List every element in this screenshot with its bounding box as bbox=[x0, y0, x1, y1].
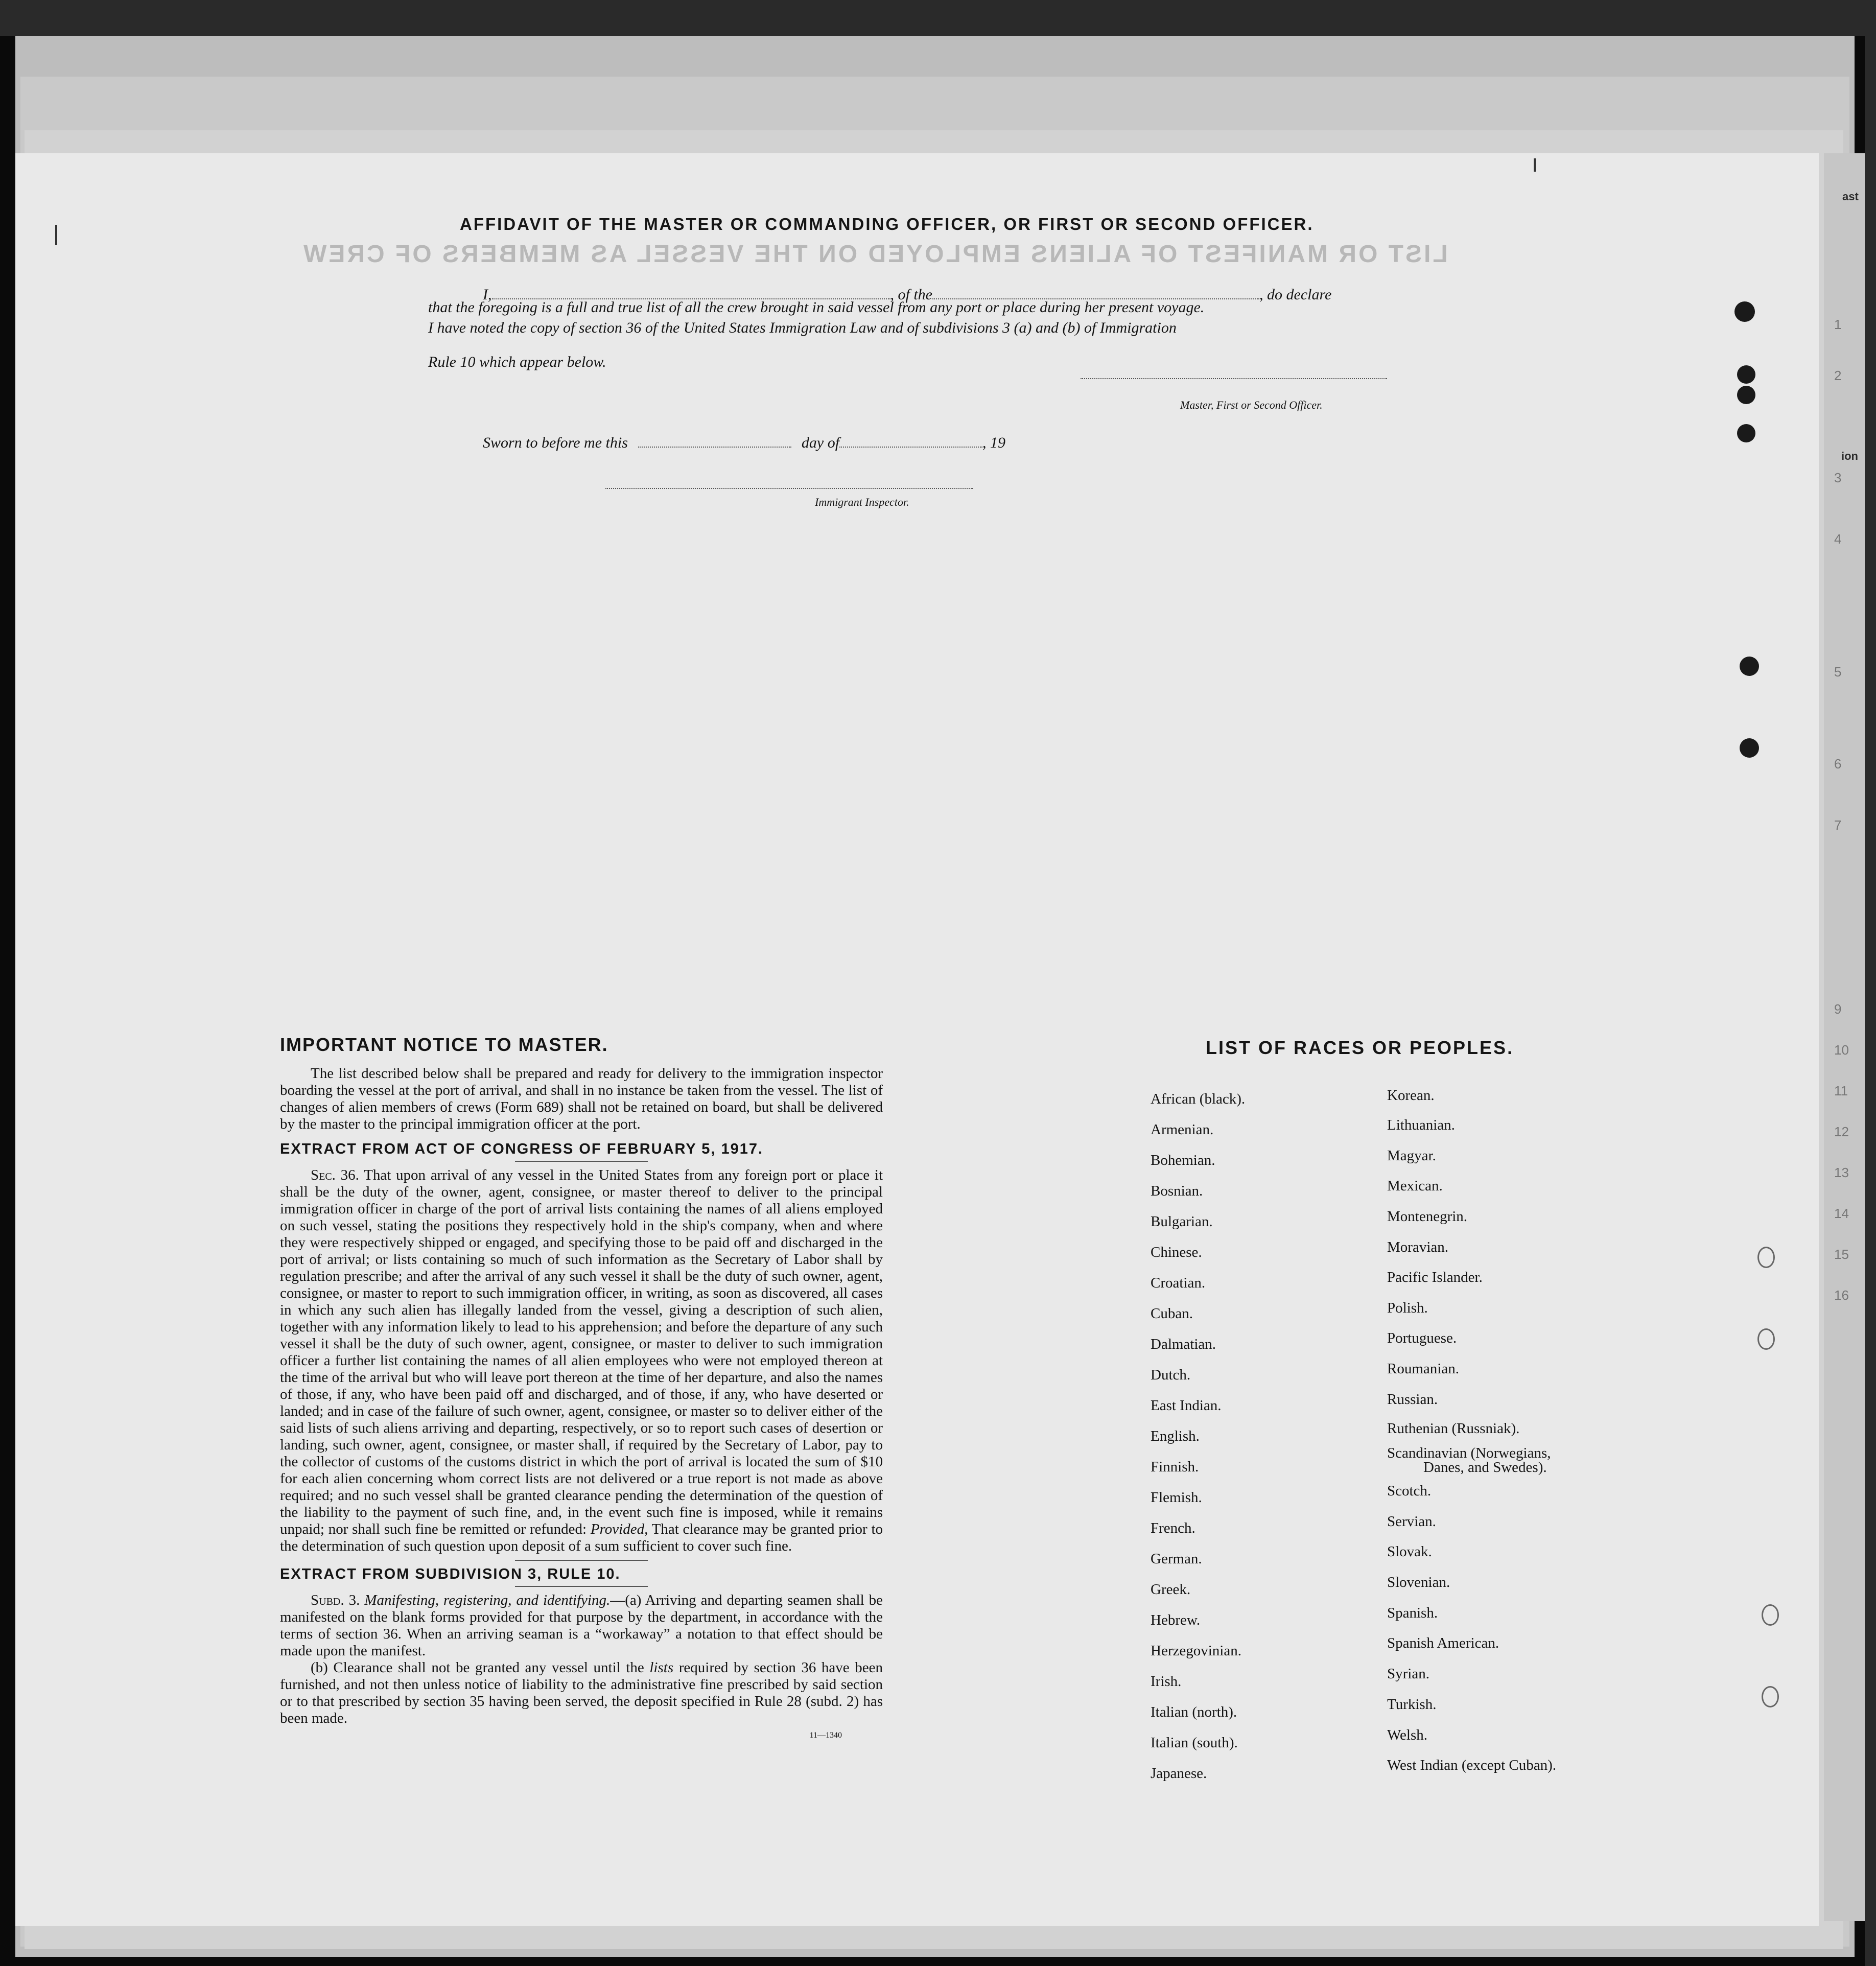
race-item: Scotch. bbox=[1387, 1483, 1432, 1499]
race-item: Armenian. bbox=[1151, 1121, 1214, 1138]
race-item: Herzegovinian. bbox=[1151, 1643, 1241, 1659]
mirrored-header-bleedthrough: LIST OR MANIFEST OF ALIENS EMPLOYED ON THE VESSEL AS MEMBERS OF CREW bbox=[301, 241, 1448, 268]
punch-hole bbox=[1737, 386, 1755, 404]
race-item: Cuban. bbox=[1151, 1305, 1193, 1322]
form-number: 11—1340 bbox=[809, 1731, 842, 1740]
notice-body: The list described below shall be prepared and ready for delivery to the immigration inspector boarding the vessel at the port of arrival, and shall in no instance be taken from the vessel. The list of changes of alien members of crews (Form 689) shall not be retained on board, but shall be delivered by the master to the principal immigration officer at the port. bbox=[280, 1065, 883, 1132]
affidavit-line-2: that the foregoing is a full and true list of all the crew brought in said vessel from any port or place during her present voyage. bbox=[428, 299, 1205, 316]
race-item: French. bbox=[1151, 1520, 1195, 1536]
section-body-2: That clearance may be granted prior to the determination of such question upon deposit of a sum sufficient to cover such fine. bbox=[280, 1521, 883, 1554]
race-item: Pacific Islander. bbox=[1387, 1269, 1483, 1285]
race-item: Irish. bbox=[1151, 1673, 1182, 1690]
affidavit-of-the: , of the bbox=[890, 286, 932, 303]
section-36-text bbox=[280, 1167, 883, 1555]
races-title: LIST OF RACES OR PEOPLES. bbox=[1206, 1037, 1514, 1058]
subdivision-a-text bbox=[280, 1592, 883, 1659]
inspector-caption: Immigrant Inspector. bbox=[815, 496, 909, 508]
punch-hole bbox=[1737, 365, 1755, 384]
inspector-signature-line[interactable] bbox=[605, 488, 973, 489]
divider bbox=[515, 1161, 648, 1162]
race-item: Spanish. bbox=[1387, 1605, 1438, 1621]
affidavit-line-3: I have noted the copy of section 36 of the United States Immigration Law and of subdivisions 3 (a) and (b) of Immigration bbox=[428, 319, 1177, 336]
sworn-line bbox=[483, 434, 1005, 452]
race-item: Finnish. bbox=[1151, 1459, 1199, 1475]
race-item: Syrian. bbox=[1387, 1666, 1429, 1682]
punch-hole bbox=[1762, 1604, 1779, 1626]
race-item: Dutch. bbox=[1151, 1367, 1191, 1383]
race-item: Italian (north). bbox=[1151, 1704, 1237, 1720]
punch-hole bbox=[1757, 1328, 1775, 1350]
section-body-1: That upon arrival of any vessel in the United States from any foreign port or place it shall be the duty of the owner, agent, consignee, or master thereof to deliver to the principal immigration officer in charge of the port of arrival lists containing the names of all aliens employed on such vessel, stating the positions they respectively hold in the ship's company, when and where they were respectively shipped or engaged, and specifying those to be paid off and discharged in the port of arrival; or lists containing so much of such information as the Secretary of Labor shall by regulation prescribe; and after the arrival of any such vessel it shall be the duty of such owner, agent, consignee, or master to report to such immigration officer, in writing, as soon as discovered, all cases in which any such alien has illegally landed from the vessel, giving a description of such alien, together with any information likely to lead to his apprehension; and before the departure of any such vessel it shall be the duty of such owner, agent, consignee, or master to deliver to such immigration officer a further list containing the names of all alien employees who were not employed thereon at the time of the arrival but who will leave port thereon at the time of her departure, and also the names of those, if any, who have been paid off and discharged, and of those, if any, who have deserted or landed; and in case of the failure of such owner, agent, consignee, or master so to deliver either of the said lists of such aliens arriving and departing, respectively, or so to report such cases of desertion or landing, such owner, agent, consignee, or master shall, if required by the Secretary of Labor, pay to the collector of customs of the customs district in which the port of arrival is located the sum of $10 for each alien concerning whom correct lists are not delivered or a true report is not made as above required; and no such vessel shall be granted clearance pending the determination of the question of the liability to the payment of such fine, and, in the event such fine is imposed, while it remains unpaid; nor shall such fine be remitted or refunded: bbox=[280, 1167, 883, 1537]
page-mark bbox=[55, 225, 57, 245]
affidavit-declare: , do declare bbox=[1259, 286, 1332, 303]
race-item: Bohemian. bbox=[1151, 1152, 1215, 1168]
race-item: Bosnian. bbox=[1151, 1183, 1203, 1199]
race-item: Dalmatian. bbox=[1151, 1336, 1216, 1352]
race-item: Greek. bbox=[1151, 1581, 1191, 1598]
race-item: Bulgarian. bbox=[1151, 1213, 1213, 1230]
race-item: Magyar. bbox=[1387, 1148, 1436, 1164]
affidavit-title: AFFIDAVIT OF THE MASTER OR COMMANDING OFFICER, OR FIRST OR SECOND OFFICER. bbox=[460, 215, 1314, 233]
notice-column bbox=[280, 1036, 883, 1744]
punch-hole bbox=[1740, 657, 1759, 676]
underlying-page-strip: 1 2 3 4 5 6 7 9 10 11 12 13 14 15 16 bbox=[1824, 153, 1865, 1921]
race-item: German. bbox=[1151, 1551, 1202, 1567]
edge-fragment-2: ion bbox=[1841, 450, 1858, 462]
race-item: Flemish. bbox=[1151, 1489, 1202, 1506]
race-item: Turkish. bbox=[1387, 1696, 1437, 1713]
subdivision-b-lists: lists bbox=[649, 1659, 674, 1676]
race-item: Mexican. bbox=[1387, 1178, 1443, 1194]
race-item: Portuguese. bbox=[1387, 1330, 1457, 1346]
page-mark bbox=[1534, 158, 1536, 172]
section-label: Sec. 36. bbox=[311, 1167, 359, 1183]
punch-hole bbox=[1737, 424, 1755, 442]
subdivision-b-1: (b) Clearance shall not be granted any vessel until the bbox=[311, 1659, 644, 1676]
punch-hole bbox=[1740, 738, 1759, 758]
affidavit-line-4: Rule 10 which appear below. bbox=[428, 354, 606, 370]
race-item: Japanese. bbox=[1151, 1765, 1207, 1782]
subdivision-a-body: —(a) Arriving and departing seamen shall be manifested on the blank forms provided for that purpose by the department, in accordance with the terms of section 36. When an arriving seaman is a “workaway” a notation to that effect should be made upon the manifest. bbox=[280, 1592, 883, 1659]
race-item: Moravian. bbox=[1387, 1239, 1448, 1255]
subdivision-heading: Manifesting, registering, and identifying. bbox=[364, 1592, 611, 1608]
race-item: Slovenian. bbox=[1387, 1574, 1450, 1590]
race-item: East Indian. bbox=[1151, 1397, 1222, 1414]
race-item: Polish. bbox=[1387, 1300, 1428, 1316]
day-of-text: day of bbox=[801, 434, 840, 451]
edge-fragment-1: ast bbox=[1842, 190, 1859, 203]
affidavit-i: I, bbox=[483, 286, 492, 303]
race-item: Slovak. bbox=[1387, 1543, 1432, 1560]
race-item: Russian. bbox=[1387, 1391, 1438, 1408]
month-blank[interactable] bbox=[839, 447, 982, 448]
race-item: Welsh. bbox=[1387, 1727, 1428, 1743]
subdivision-label: Subd. 3. bbox=[311, 1592, 360, 1608]
right-dark-edge bbox=[1865, 0, 1876, 1966]
notice-title: IMPORTANT NOTICE TO MASTER. bbox=[280, 1034, 608, 1055]
subdivision-title: EXTRACT FROM SUBDIVISION 3, RULE 10. bbox=[280, 1566, 621, 1582]
divider bbox=[515, 1586, 648, 1587]
sworn-text: Sworn to before me this bbox=[483, 434, 628, 451]
race-item: Scandinavian (Norwegians, bbox=[1387, 1445, 1551, 1461]
race-item: Hebrew. bbox=[1151, 1612, 1201, 1628]
subdivision-b-2: required by section 36 have been furnished, and not then unless notice of liability to the administrative fine prescribed by said section or to that prescribed by section 35 having been served, the deposit specified in Rule 28 (subd. 2) has been made. bbox=[280, 1659, 883, 1726]
race-item: West Indian (except Cuban). bbox=[1387, 1757, 1557, 1773]
race-item: Croatian. bbox=[1151, 1275, 1206, 1291]
master-signature-line[interactable] bbox=[1081, 378, 1387, 379]
day-blank[interactable] bbox=[638, 447, 791, 448]
top-dark-edge bbox=[0, 0, 1876, 36]
race-item: Montenegrin. bbox=[1387, 1208, 1468, 1225]
race-item: Lithuanian. bbox=[1387, 1117, 1455, 1133]
act-title: EXTRACT FROM ACT OF CONGRESS OF FEBRUARY 5, 1917. bbox=[280, 1141, 764, 1157]
master-signature-caption: Master, First or Second Officer. bbox=[1180, 399, 1323, 411]
divider bbox=[515, 1560, 648, 1561]
race-item: Italian (south). bbox=[1151, 1735, 1238, 1751]
year-prefix: , 19 bbox=[982, 434, 1006, 451]
race-item: Ruthenian (Russniak). bbox=[1387, 1420, 1520, 1437]
provided-word: Provided, bbox=[590, 1521, 648, 1537]
race-item: Servian. bbox=[1387, 1513, 1436, 1530]
punch-hole bbox=[1734, 301, 1755, 322]
subdivision-b-text bbox=[280, 1659, 883, 1727]
race-item: Chinese. bbox=[1151, 1244, 1202, 1260]
race-item: Spanish American. bbox=[1387, 1635, 1499, 1651]
race-item: African (black). bbox=[1151, 1091, 1246, 1107]
punch-hole bbox=[1757, 1247, 1775, 1268]
race-item: English. bbox=[1151, 1428, 1200, 1444]
punch-hole bbox=[1762, 1686, 1779, 1707]
race-item: Danes, and Swedes). bbox=[1423, 1459, 1547, 1476]
race-item: Korean. bbox=[1387, 1087, 1435, 1104]
race-item: Roumanian. bbox=[1387, 1361, 1459, 1377]
